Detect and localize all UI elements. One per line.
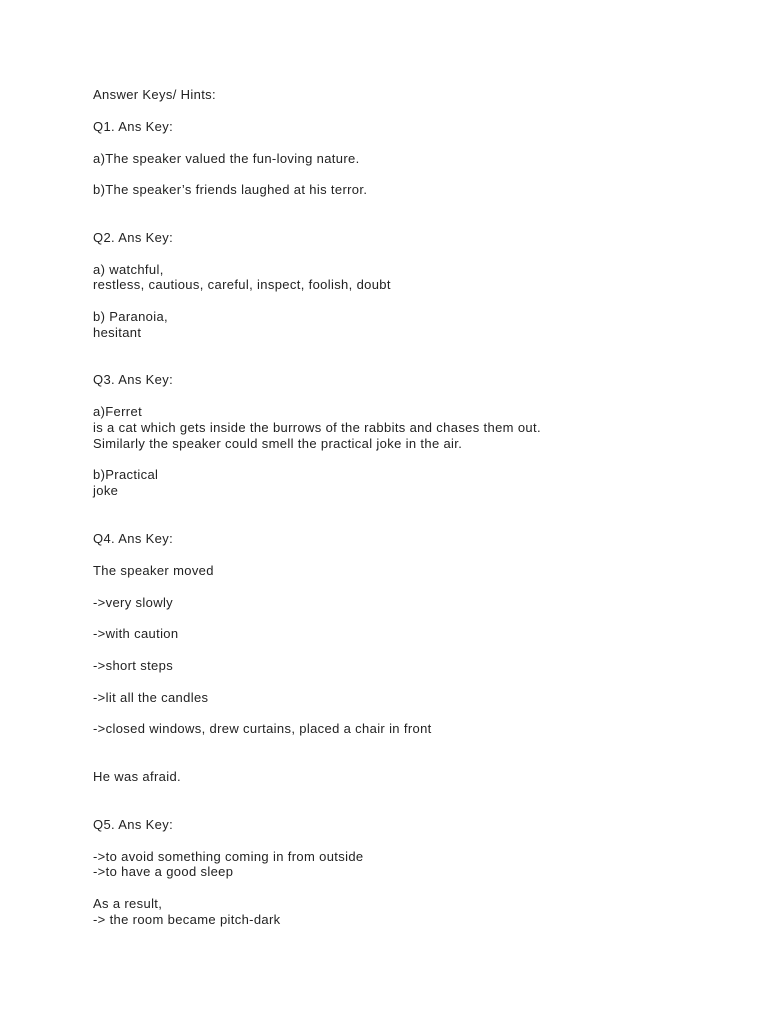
q4-list-item: ->lit all the candles [93, 690, 209, 705]
q3-title: Q3. Ans Key: [93, 372, 174, 387]
q5-result-item: -> the room became pitch-dark [93, 912, 281, 927]
q4-list-item: ->very slowly [93, 595, 174, 610]
q2-answer-a-line1: a) watchful, [93, 262, 164, 277]
q3-answer-b-line1: b)Practical [93, 467, 159, 482]
q3-answer-a-line2: is a cat which gets inside the burrows of the rabbits and chases them out. [93, 420, 541, 435]
q3-answer-a-line1: a)Ferret [93, 404, 143, 419]
q4-list-item: ->with caution [93, 626, 179, 641]
q1-title: Q1. Ans Key: [93, 119, 174, 134]
q5-result-label: As a result, [93, 896, 163, 911]
q4-list-item: ->short steps [93, 658, 174, 673]
q2-title: Q2. Ans Key: [93, 230, 174, 245]
q3-answer-b-line2: joke [93, 483, 119, 498]
q2-answer-b-line2: hesitant [93, 325, 142, 340]
q1-answer-b: b)The speaker’s friends laughed at his terror. [93, 182, 368, 197]
q5-list-item: ->to have a good sleep [93, 864, 234, 879]
q4-conclusion: He was afraid. [93, 769, 181, 784]
q2-answer-b-line1: b) Paranoia, [93, 309, 169, 324]
q5-list-item: ->to avoid something coming in from outside [93, 849, 364, 864]
document-heading: Answer Keys/ Hints: [93, 87, 216, 102]
q1-answer-a: a)The speaker valued the fun-loving nature. [93, 151, 360, 166]
q2-answer-a-line2: restless, cautious, careful, inspect, foolish, doubt [93, 277, 391, 292]
q4-intro: The speaker moved [93, 563, 214, 578]
q4-title: Q4. Ans Key: [93, 531, 174, 546]
q3-answer-a-line3: Similarly the speaker could smell the practical joke in the air. [93, 436, 463, 451]
q5-title: Q5. Ans Key: [93, 817, 174, 832]
q4-list-item: ->closed windows, drew curtains, placed a chair in front [93, 721, 432, 736]
